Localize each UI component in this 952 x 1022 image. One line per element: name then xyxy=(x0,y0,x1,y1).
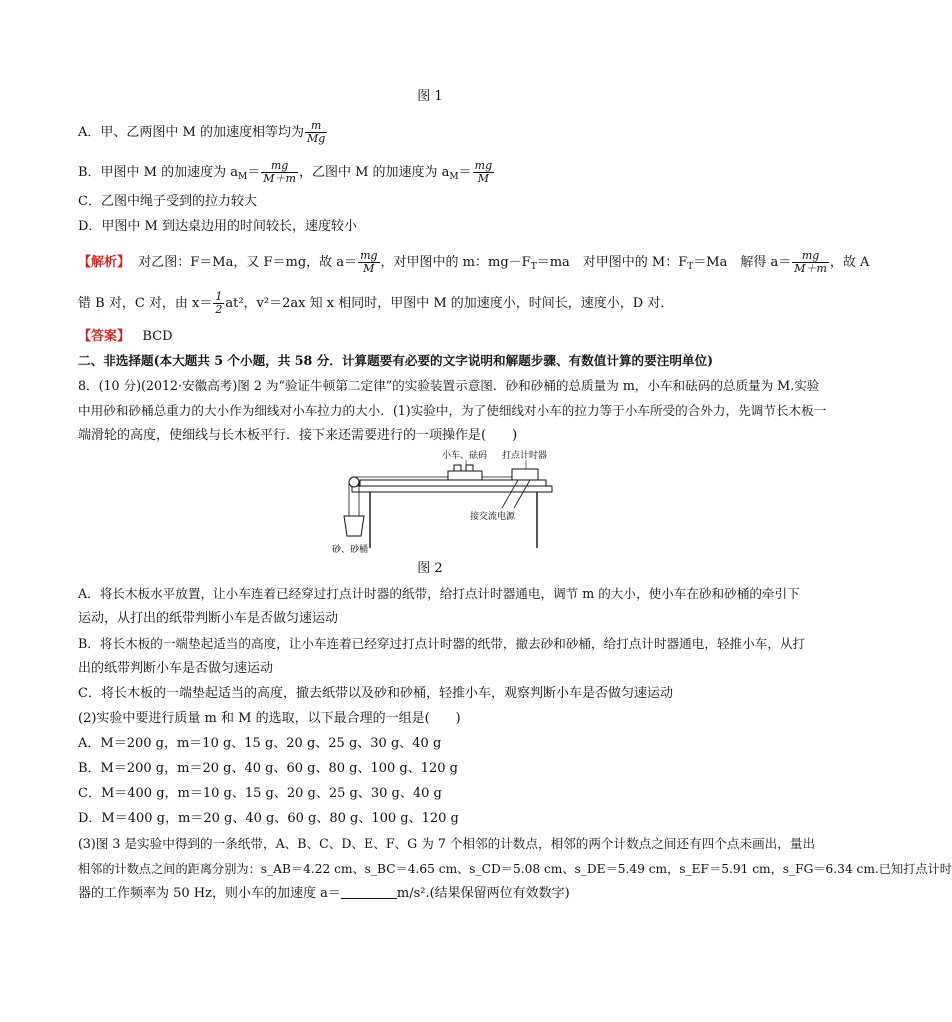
weight-icon xyxy=(454,465,461,471)
fraction-denominator: 2 xyxy=(215,303,223,316)
q8-part-2-option-c: C．M＝400 g，m＝10 g、15 g、20 g、25 g、30 g、40 g xyxy=(78,786,442,801)
fraction-numerator: 1 xyxy=(215,290,223,303)
fraction-denominator: M＋m xyxy=(263,172,296,185)
table-top xyxy=(352,486,552,492)
q8-option-a-1: A．将长木板水平放置，让小车连着已经穿过打点计时器的纸带，给打点计时器通电，调节 m 的大小，使小车在砂和砂桶的牵引下 xyxy=(78,586,800,601)
option-b-text: B．甲图中 M 的加速度为 a xyxy=(78,165,239,180)
fraction-numerator: m xyxy=(305,120,327,133)
fraction-numerator: mg xyxy=(474,159,493,172)
weight-icon xyxy=(466,465,473,471)
analysis-fraction-2 xyxy=(792,250,829,275)
subscript: M xyxy=(238,172,248,182)
option-a-fraction xyxy=(305,120,327,145)
analysis-text: 对乙图：F＝Ma，又 F＝mg，故 a＝ xyxy=(138,255,358,270)
analysis-text: ，对甲图中的 m：mg－F xyxy=(380,255,531,270)
answer-blank[interactable] xyxy=(341,886,397,899)
timer-icon xyxy=(512,469,538,480)
long-board xyxy=(360,480,546,486)
q8-part-3-line-2: 相邻的计数点之间的距离分别为：s_AB＝4.22 cm、s_BC＝4.65 cm、s_CD＝5.08 cm、s_DE＝5.49 cm，s_EF＝5.91 cm，s_FG＝6.34 cm.已知打点计时 xyxy=(78,862,952,876)
figure-1-caption: 图 1 xyxy=(417,89,443,104)
q8-option-b-1: B．将长木板的一端垫起适当的高度，让小车连着已经穿过打点计时器的纸带，撤去砂和砂桶，给打点计时器通电，轻推小车，从打 xyxy=(78,636,806,651)
option-b-fraction-1 xyxy=(261,160,298,185)
label-bucket: 砂、砂桶 xyxy=(332,545,369,555)
label-cart: 小车、砝码 xyxy=(442,451,488,461)
option-a xyxy=(78,120,800,145)
answer-label: 【答案】 xyxy=(78,329,131,344)
q8-line-2: 中用砂和砂桶总重力的大小作为细线对小车拉力的大小．(1)实验中，为了使细线对小车的拉力等于小车所受的合外力，先调节长木板一 xyxy=(78,403,827,418)
analysis-line-2 xyxy=(78,291,800,316)
q8-part-2: (2)实验中要进行质量 m 和 M 的选取，以下最合理的一组是( ) xyxy=(78,711,461,726)
analysis-text: ＝ma 对甲图中的 M：F xyxy=(536,255,688,270)
option-b-fraction-2 xyxy=(473,160,494,185)
q8-part-2-option-a: A．M＝200 g，m＝10 g、15 g、20 g、25 g、30 g、40 g xyxy=(78,736,442,751)
q8-part-3-text: 器的工作频率为 50 Hz，则小车的加速度 a＝ xyxy=(78,886,341,901)
q8-option-c: C．将长木板的一端垫起适当的高度，撤去纸带以及砂和砂桶，轻推小车，观察判断小车是否做匀速运动 xyxy=(78,686,673,701)
option-b xyxy=(78,160,800,186)
section-heading: 二、非选择题(本大题共 5 个小题，共 58 分．计算题要有必要的文字说明和解题步骤、有数值计算的要注明单位) xyxy=(78,353,714,368)
fraction-numerator: mg xyxy=(792,250,829,263)
q8-option-a-2: 运动，从打出的纸带判断小车是否做匀速运动 xyxy=(78,611,339,626)
subscript: T xyxy=(687,262,694,272)
subscript: T xyxy=(530,262,537,272)
option-a-text: A．甲、乙两图中 M 的加速度相等均为 xyxy=(78,125,304,140)
analysis-text: at²，v²＝2ax 知 x 相同时，甲图中 M 的加速度小，时间长，速度小，D 对． xyxy=(225,296,674,311)
q8-part-3-text: m/s².(结果保留两位有效数字) xyxy=(396,886,570,901)
analysis-label: 【解析】 xyxy=(78,255,131,270)
fraction-denominator: M xyxy=(363,262,375,275)
analysis-text: ＝Ma 解得 a＝ xyxy=(693,255,792,270)
figure-2-apparatus xyxy=(330,448,560,558)
answer-line xyxy=(78,328,800,346)
q8-line-1: 8．(10 分)(2012·安徽高考)图 2 为“验证牛顿第二定律”的实验装置示意图．砂和砂桶的总质量为 m，小车和砝码的总质量为 M.实验 xyxy=(78,378,820,393)
figure-2-caption: 图 2 xyxy=(417,561,443,576)
answer-value: BCD xyxy=(142,329,173,344)
label-timer: 打点计时器 xyxy=(502,451,548,461)
equals-sign: ＝ xyxy=(247,165,261,180)
analysis-text: 错 B 对，C 对，由 x＝ xyxy=(78,296,213,311)
label-power: 接交流电源 xyxy=(470,512,516,522)
equals-sign: ＝ xyxy=(458,165,472,180)
analysis-fraction-3 xyxy=(213,291,224,316)
analysis-fraction-1 xyxy=(358,250,379,275)
analysis-line-1 xyxy=(78,249,870,276)
q8-option-b-2: 出的纸带判断小车是否做匀速运动 xyxy=(78,661,274,676)
fraction-numerator: mg xyxy=(360,249,378,262)
option-b-text-2: ，乙图中 M 的加速度为 a xyxy=(298,165,450,180)
q8-part-2-option-d: D．M＝400 g，m＝20 g、40 g、60 g、80 g、100 g、120 g xyxy=(78,811,459,826)
fraction-denominator: M xyxy=(477,172,490,185)
sand-bucket-icon xyxy=(344,516,364,536)
q8-part-3-line-3 xyxy=(78,885,800,903)
fraction-numerator: mg xyxy=(261,160,298,173)
q8-part-3-line-1: (3)图 3 是实验中得到的一条纸带，A、B、C、D、E、F、G 为 7 个相邻的计数点，相邻的两个计数点之间还有四个点未画出，量出 xyxy=(78,836,816,851)
pulley-icon xyxy=(349,477,359,487)
fraction-denominator: M＋m xyxy=(794,262,827,275)
subscript: M xyxy=(449,172,459,182)
q8-part-2-option-b: B．M＝200 g，m＝20 g、40 g、60 g、80 g、100 g、120 g xyxy=(78,761,458,776)
cart-icon xyxy=(448,471,482,480)
fraction-denominator: Mg xyxy=(306,132,326,145)
option-c: C．乙图中绳子受到的拉力较大 xyxy=(78,194,257,209)
q8-line-3: 端滑轮的高度，使细线与长木板平行．接下来还需要进行的一项操作是( ) xyxy=(78,428,518,443)
analysis-text: ，故 A xyxy=(829,255,870,270)
option-d: D．甲图中 M 到达桌边用的时间较长，速度较小 xyxy=(78,219,357,234)
